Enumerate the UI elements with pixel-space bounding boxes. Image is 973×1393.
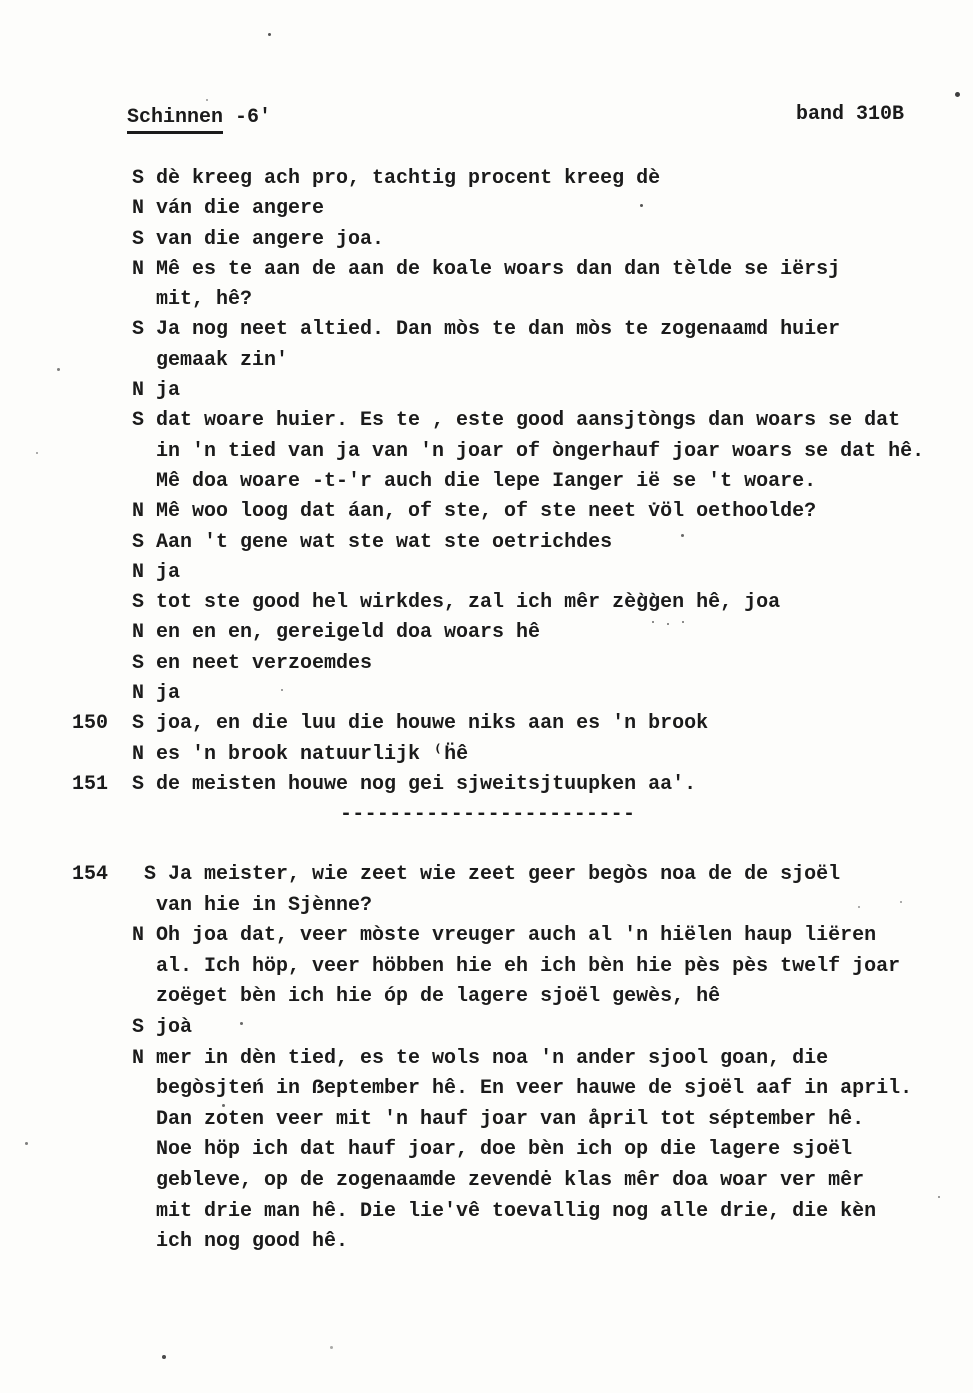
utterance-text: en en en, gereigeld doa woars hê (156, 621, 541, 645)
speaker-label: S (132, 1015, 145, 1039)
utterance-text: mit, hê? (156, 288, 253, 312)
transcript-line (72, 558, 952, 588)
speaker-label: S (132, 227, 145, 251)
scan-speck (25, 1142, 28, 1145)
transcript-line (72, 679, 952, 709)
transcript-line (72, 528, 952, 558)
scan-speck (682, 621, 684, 623)
scan-speck (162, 1355, 166, 1359)
utterance-text: Noe höp ich dat hauf joar, doe bèn ich op die lagere sjoël (156, 1138, 853, 1162)
utterance-text: Ja nog neet altied. Dan mòs te dan mòs te zogenaamd huier (156, 318, 841, 342)
speaker-label: S (144, 863, 157, 886)
scan-speck (330, 1346, 333, 1349)
speaker-label: N (132, 500, 145, 524)
line-number: 151 (72, 772, 109, 796)
transcript-line (72, 618, 952, 648)
utterance-text: Oh joa dat, veer mòste vreuger auch al 'n hiëlen haup liëren (156, 924, 877, 948)
speaker-label: N (132, 197, 145, 221)
utterance-text: gemaak zin' (156, 348, 289, 372)
utterance-text: dat woare huier. Es te , este good aansjtòngs dan woars se dat (156, 409, 901, 433)
utterance-text: van die angere joa. (156, 227, 385, 251)
utterance-text: en neet verzoemdes (156, 651, 373, 675)
speaker-label: N (132, 682, 145, 706)
speaker-label: S (132, 712, 145, 736)
transcript-line (72, 740, 952, 770)
utterance-text: Ja meister, wie zeet wie zeet geer begòs noa de de sjoël (168, 863, 841, 886)
scan-speck (240, 1022, 243, 1025)
scan-speck (858, 906, 860, 908)
scan-speck (652, 621, 654, 623)
utterance-text: ván die angere (156, 197, 325, 221)
utterance-text: dè kreeg ach pro, tachtig procent kreeg dè (156, 167, 661, 190)
transcript-line (72, 497, 952, 527)
scan-speck (36, 452, 38, 454)
utterance-text: begòsjteń in ẞeptember hê. En veer hauwe de sjoël aaf in april. (156, 1077, 913, 1101)
transcript-block-2 (72, 860, 972, 1258)
transcript-line (72, 406, 952, 436)
transcript-line (72, 709, 952, 739)
scan-speck (206, 99, 208, 101)
speaker-label: N (132, 621, 145, 645)
utterance-text: mit drie man hê. Die lie'vê toevallig nog alle drie, die kèn (156, 1199, 877, 1223)
scan-speck (281, 689, 283, 691)
transcript-line (72, 649, 952, 679)
transcript-line (72, 255, 952, 285)
speaker-label: N (132, 560, 145, 584)
transcript-line (72, 1135, 972, 1166)
utterance-text: es 'n brook natuurlijk ⁽ḧê (156, 742, 469, 766)
utterance-text: de meisten houwe nog gei sjweitsjtuupken aa'. (156, 772, 697, 796)
transcript-line (72, 225, 952, 255)
transcript-line (72, 376, 952, 406)
utterance-text: Aan 't gene wat ste wat ste oetrichdes (156, 530, 613, 554)
page-title-number: -6' (223, 106, 272, 129)
utterance-text: in 'n tied van ja van 'n joar of òngerhauf joar woars se dat hê. (156, 439, 925, 463)
transcript-line (72, 921, 972, 952)
utterance-text: Mê woo loog dat áan, of ste, of ste neet v̇öl oethoolde? (156, 500, 817, 524)
scan-speck (667, 623, 669, 625)
transcript-block-1 (72, 164, 952, 800)
speaker-label: S (132, 772, 145, 796)
speaker-label: S (132, 409, 145, 433)
transcript-line (72, 770, 952, 800)
transcript-line (72, 285, 952, 315)
speaker-label: N (132, 379, 145, 403)
transcript-line (72, 315, 952, 345)
speaker-label: N (132, 257, 145, 281)
utterance-text: joà (156, 1015, 193, 1039)
speaker-label: S (132, 651, 145, 675)
utterance-text: joa, en die luu die houwe niks aan es 'n brook (156, 712, 709, 736)
utterance-text: ja (156, 379, 181, 403)
page-title (127, 104, 271, 132)
transcript-line (72, 467, 952, 497)
utterance-text: mer in dèn tied, es te wols noa 'n ander sjool goan, die (156, 1046, 829, 1070)
speaker-label: N (132, 1046, 145, 1070)
utterance-text: ich nog good hê. (156, 1230, 349, 1254)
scan-speck (938, 1196, 940, 1198)
transcript-line (72, 891, 972, 922)
scan-speck (681, 534, 684, 537)
utterance-text: Mê doa woare -t-'r auch die lepe Ianger ië se 't woare. (156, 469, 817, 493)
utterance-text: Dan zoten veer mit 'n hauf joar van åpril tot séptember hê. (156, 1107, 865, 1131)
transcript-line (72, 1197, 972, 1228)
scan-speck (640, 204, 643, 207)
transcript-line (72, 1013, 972, 1044)
speaker-label: S (132, 530, 145, 554)
transcript-line (72, 194, 952, 224)
speaker-label: N (132, 924, 145, 948)
transcript-line (72, 1074, 972, 1105)
scan-speck (57, 368, 60, 371)
speaker-label: S (132, 591, 145, 615)
transcript-line (72, 346, 952, 376)
utterance-text: gebleve, op de zogenaamde zevendė klas mêr doa woar ver mêr (156, 1168, 865, 1192)
utterance-text: Mê es te aan de aan de koale woars dan dan tèlde se iërsj (156, 257, 841, 281)
transcript-line (72, 860, 972, 891)
speaker-label: S (132, 167, 145, 190)
transcript-line (72, 982, 972, 1013)
line-number: 154 (72, 863, 109, 886)
transcript-line (72, 437, 952, 467)
scan-speck (900, 901, 902, 903)
transcript-line (72, 588, 952, 618)
transcript-line (72, 1166, 972, 1197)
scan-speck (268, 33, 271, 36)
band-label: band 310B (796, 103, 905, 126)
line-number: 150 (72, 712, 109, 736)
transcript-line (72, 1044, 972, 1075)
transcript-line (72, 952, 972, 983)
utterance-text: ja (156, 682, 181, 706)
scan-speck (222, 1104, 225, 1107)
utterance-text: ja (156, 560, 181, 584)
page-title-underlined: Schinnen (127, 106, 223, 134)
transcript-line (72, 1105, 972, 1136)
section-separator: ------------------------ (340, 803, 636, 826)
transcript-line (72, 1227, 972, 1258)
utterance-text: tot ste good hel wirkdes, zal ich mêr zèg̀g̀en hê, joa (156, 591, 781, 615)
speaker-label: S (132, 318, 145, 342)
speaker-label: N (132, 742, 145, 766)
utterance-text: van hie in Sjènne? (156, 893, 373, 917)
scan-speck (955, 92, 960, 97)
transcript-line (72, 164, 952, 194)
utterance-text: zoëget bèn ich hie óp de lagere sjoël gewès, hê (156, 985, 721, 1009)
utterance-text: al. Ich höp, veer höbben hie eh ich bèn hie pès pès twelf joar (156, 954, 901, 978)
